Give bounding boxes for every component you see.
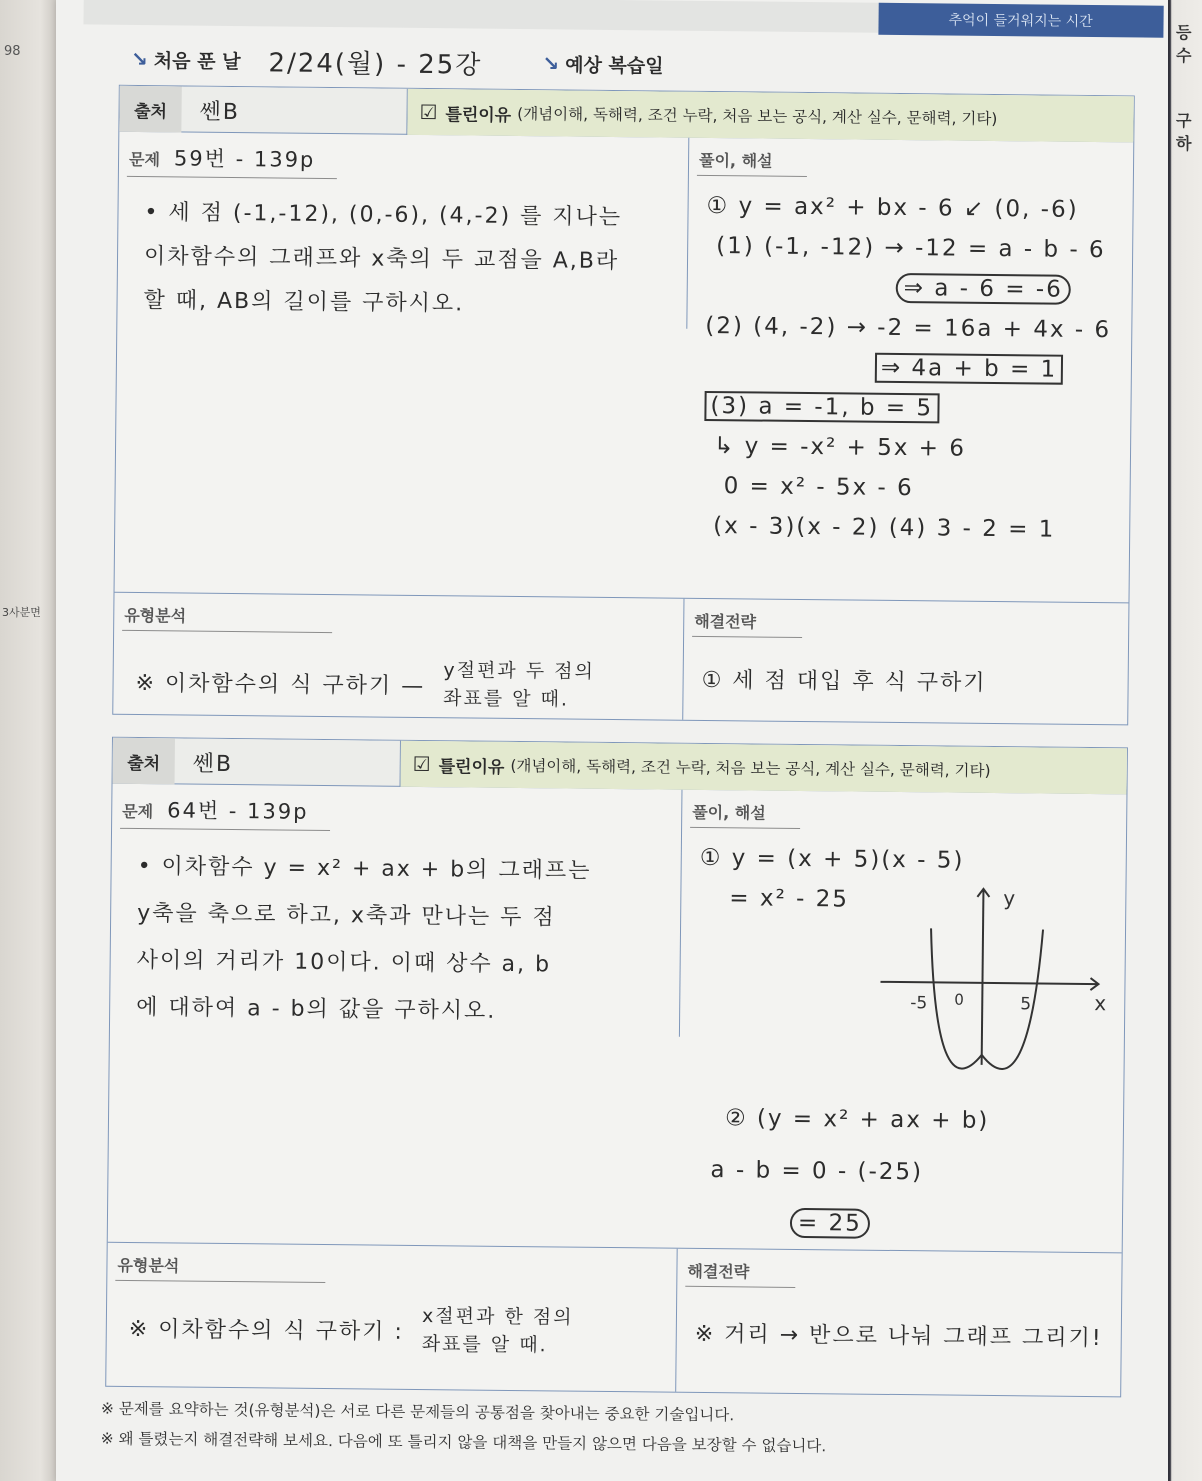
solution-line: ② (y = x² + ax + b) [724, 1105, 990, 1134]
footnote-2: ※ 왜 틀렸는지 해결전략해 보세요. 다음에 또 틀리지 않을 대책을 만들지 않으면 다음을 보장할 수 없습니다. [100, 1429, 827, 1456]
y-axis [982, 889, 984, 1065]
source-label: 출처 [113, 738, 175, 785]
tick-label: 0 [954, 990, 964, 1009]
analysis-row [113, 592, 1128, 725]
problem-line: • 이차함수 y = x² + ax + b의 그래프는 [137, 854, 592, 884]
review-label: 예상 복습일 [565, 53, 664, 78]
solution-text [685, 176, 1133, 551]
type-analysis-cell [106, 1243, 677, 1392]
problem-label: 문제 [122, 801, 154, 822]
type-side: x절편과 한 점의 좌표를 알 때. [421, 1305, 574, 1357]
reason-title: 틀린이유 [438, 756, 505, 778]
problem-line: 할 때, AB의 길이를 구하시오. [143, 288, 465, 317]
problem-card-2 [105, 737, 1128, 1398]
x-axis-label: x [1094, 991, 1107, 1016]
x-axis [880, 982, 1098, 984]
type-main: ※ 이차함수의 식 구하기 — [135, 670, 426, 699]
solution-line: = x² - 25 [729, 885, 850, 913]
problem-ref: 59번 - 139p [173, 146, 316, 172]
parabola-graph [876, 882, 1108, 1074]
tick-label: -5 [910, 993, 928, 1014]
right-fragment-2: 구하 [1176, 111, 1192, 153]
source-cell [113, 738, 401, 787]
problem-line: y축을 축으로 하고, x축과 만나는 두 점 [137, 901, 556, 931]
solution-line: ① y = ax² + bx - 6 ↙ (0, -6) [706, 192, 1079, 223]
solution-column [678, 790, 1127, 1253]
arrow-icon: ↘ [130, 46, 149, 72]
left-page-edge [0, 0, 58, 1481]
problem-card-1 [112, 85, 1135, 726]
problem-line: • 세 점 (-1,-12), (0,-6), (4,-2) 를 지나는 [144, 200, 623, 231]
solution-column [685, 138, 1133, 551]
reason-cell [401, 741, 1127, 795]
source-value: 쎈B [199, 99, 241, 125]
type-label: 유형분석 [124, 605, 187, 626]
checkbox-icon: ☑ [412, 751, 431, 777]
solution-line: ↳ y = -x² + 5x + 6 [713, 433, 967, 462]
strategy-cell [683, 599, 1128, 725]
solution-label: 풀이, 해설 [692, 802, 766, 823]
strategy-cell [676, 1249, 1121, 1397]
source-value: 쎈B [192, 751, 234, 777]
source-cell [119, 86, 407, 135]
source-label: 출처 [119, 86, 181, 133]
solution-text-bottom [692, 1082, 990, 1251]
type-text [113, 631, 683, 715]
problem-text [117, 177, 687, 329]
type-text [107, 1281, 677, 1361]
problem-label: 문제 [128, 149, 161, 170]
checkbox-icon: ☑ [419, 99, 438, 125]
solution-line: = 25 [710, 1196, 989, 1251]
first-solved-value: 2/24(월) - 25강 [268, 47, 483, 81]
problem-label-row [112, 784, 681, 830]
solution-line: ⇒ 4a + b = 1 [705, 346, 1131, 390]
solution-line: (1) (-1, -12) → -12 = a - b - 6 [716, 233, 1106, 264]
solution-label: 풀이, 해설 [698, 150, 773, 171]
reason-options: (개념이해, 독해력, 조건 누락, 처음 보는 공식, 계산 실수, 문해력, 기타) [510, 756, 991, 780]
problem-column [117, 132, 689, 329]
strategy-label: 해결전략 [687, 1261, 750, 1282]
type-main: ※ 이차함수의 식 구하기 : [128, 1316, 405, 1345]
solution-line: (x - 3)(x - 2) (4) 3 - 2 = 1 [713, 513, 1056, 543]
strategy-text: ※ 거리 → 반으로 나눠 그래프 그리기! [694, 1321, 1103, 1352]
first-solved-label: 처음 푼 날 [153, 49, 241, 73]
problem-line: 이차함수의 그래프와 x축의 두 교점을 A,B라 [143, 244, 620, 275]
type-label: 유형분석 [117, 1255, 180, 1276]
type-analysis-cell [113, 593, 684, 720]
analysis-row [106, 1242, 1121, 1397]
solution-line: a - b = 0 - (-25) [710, 1157, 924, 1186]
reason-options: (개념이해, 독해력, 조건 누락, 처음 보는 공식, 계산 실수, 문해력, 기타) [517, 104, 998, 129]
solution-line: ① y = (x + 5)(x - 5) [699, 844, 965, 874]
type-side: y절편과 두 점의 좌표를 알 때. [443, 659, 595, 711]
problem-line: 에 대하여 a - b의 값을 구하시오. [136, 995, 497, 1024]
solution-line: (3) a = -1, b = 5 [704, 386, 1130, 430]
y-axis-label: y [1003, 886, 1016, 911]
problem-text [110, 829, 681, 1037]
strategy-text: ① 세 점 대입 후 식 구하기 [701, 667, 987, 696]
footnote-1: ※ 문제를 요약하는 것(유형분석)은 서로 다른 문제들의 공통점을 찾아내는 중요한 기술입니다. [100, 1399, 735, 1425]
right-fragment-1: 등수 [1176, 23, 1192, 65]
problem-line: 사이의 거리가 10이다. 이때 상수 a, b [136, 948, 552, 978]
strategy-label: 해결전략 [694, 611, 757, 632]
solution-line: (2) (4, -2) → -2 = 16a + 4x - 6 [705, 312, 1112, 344]
tick-label: 5 [1020, 994, 1032, 1015]
problem-column [110, 784, 683, 1037]
reason-title: 틀린이유 [445, 104, 512, 126]
left-page-number: 98 [4, 44, 21, 59]
solution-line: ⇒ a - 6 = -6 [706, 266, 1132, 310]
arrow-icon: ↘ [542, 51, 560, 76]
problem-label-row [119, 132, 688, 178]
notebook-page [56, 0, 1168, 1481]
reason-cell [407, 89, 1133, 143]
top-tab: 추억이 들거워지는 시간 [878, 3, 1163, 38]
solution-line: 0 = x² - 5x - 6 [723, 473, 914, 502]
problem-ref: 64번 - 139p [167, 798, 309, 824]
left-margin-note: 3사분면 [2, 606, 41, 619]
